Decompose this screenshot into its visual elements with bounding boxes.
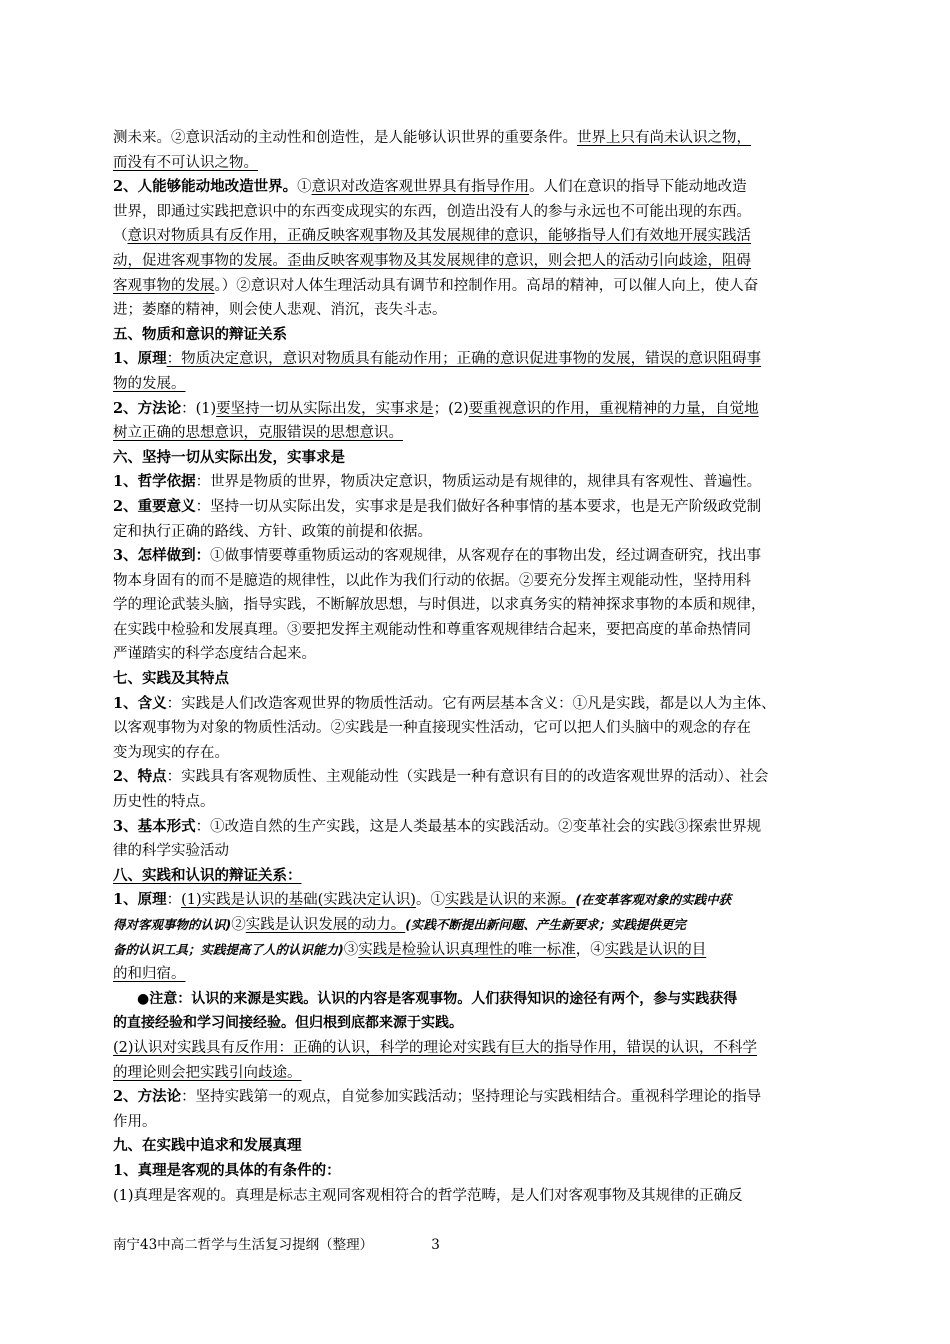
text-line: 1、原理：(1)实践是认识的基础(实践决定认识)。①实践是认识的来源。(在变革客观对象的实践中获	[113, 891, 732, 909]
text-line: 树立正确的思想意识，克服错误的思想意识。	[113, 425, 403, 442]
text-line: 律的科学实验活动	[113, 843, 229, 860]
text-line: （意识对物质具有反作用，正确反映客观事物及其发展规律的意识，能够指导人们有效地开展实践活	[113, 228, 751, 245]
subsection-heading: 1、真理是客观的具体的有条件的：	[113, 1161, 341, 1179]
text-line: 严谨踏实的科学态度结合起来。	[113, 646, 316, 663]
text-line: 进；萎靡的精神，则会使人悲观、消沉，丧失斗志。	[113, 302, 447, 319]
text-line: 的理论则会把实践引向歧途。	[113, 1064, 302, 1081]
page-footer	[113, 1235, 440, 1255]
text-line: 历史性的特点。	[113, 794, 215, 811]
text-line: 而没有不可认识之物。	[113, 154, 258, 171]
text-line: 变为现实的存在。	[113, 744, 229, 761]
page-number: 3	[431, 1237, 440, 1253]
document-body	[113, 126, 838, 1208]
text-line: 客观事物的发展。）②意识对人体生理活动具有调节和控制作用。高昂的精神，可以催人向上，使人奋	[113, 277, 759, 294]
text-line: 3、基本形式：①改造自然的生产实践，这是人类最基本的实践活动。②变革社会的实践③探索世界规	[113, 817, 762, 835]
text-line: (1)真理是客观的。真理是标志主观同客观相符合的哲学范畴，是人们对客观事物及其规律的正确反	[113, 1187, 743, 1204]
text-line: 得对客观事物的认识)②实践是认识发展的动力。(实践不断提出新问题、产生新要求；实践提供更完	[113, 917, 686, 933]
text-line: 定和执行正确的路线、方针、政策的前提和依据。	[113, 523, 432, 540]
text-line: 1、原理：物质决定意识，意识对物质具有能动作用；正确的意识促进事物的发展，错误的意识阻碍事	[113, 350, 762, 368]
text-line: 的和归宿。	[113, 966, 186, 983]
text-line: 学的理论武装头脑，指导实践，不断解放思想，与时俱进，以求真务实的精神探求事物的本质和规律，	[113, 597, 766, 614]
text-line: 测未来。②意识活动的主动性和创造性，是人能够认识世界的重要条件。世界上只有尚未认识之物，	[113, 130, 751, 146]
text-line: 2、人能够能动地改造世界。①意识对改造客观世界具有指导作用。人们在意识的指导下能动地改造	[113, 178, 747, 196]
text-line: 世界，即通过实践把意识中的东西变成现实的东西，创造出没有人的参与永远也不可能出现的东西。	[113, 203, 751, 220]
text-line: 1、含义：实践是人们改造客观世界的物质性活动。它有两层基本含义：①凡是实践，都是以人为主体、	[113, 694, 776, 712]
text-line: 3、怎样做到：①做事情要尊重物质运动的客观规律，从客观存在的事物出发，经过调查研究，找出事	[113, 547, 762, 565]
section-heading: 八、实践和认识的辩证关系：	[113, 866, 302, 884]
note-line: ●注意：认识的来源是实践。认识的内容是客观事物。人们获得知识的途径有两个，参与实践获得	[137, 990, 738, 1007]
section-heading: 六、坚持一切从实际出发，实事求是	[113, 448, 345, 466]
text-line: 2、特点：实践具有客观物质性、主观能动性（实践是一种有意识有目的的改造客观世界的活动）、社会	[113, 768, 769, 786]
note-line: 的直接经验和学习间接经验。但归根到底都来源于实践。	[113, 1015, 463, 1032]
footer-title: 南宁43中高二哲学与生活复习提纲（整理）	[113, 1237, 374, 1253]
section-heading: 九、在实践中追求和发展真理	[113, 1137, 302, 1155]
text-line: 在实践中检验和发展真理。③要把发挥主观能动性和尊重客观规律结合起来，要把高度的革命热情同	[113, 621, 751, 638]
section-heading: 七、实践及其特点	[113, 670, 229, 688]
text-line: 作用。	[113, 1113, 157, 1130]
text-line: 1、哲学依据：世界是物质的世界，物质决定意识，物质运动是有规律的，规律具有客观性、普遍性。	[113, 473, 762, 491]
text-line: 2、方法论：坚持实践第一的观点，自觉参加实践活动；坚持理论与实践相结合。重视科学理论的指导	[113, 1088, 762, 1106]
text-line: 动，促进客观事物的发展。歪曲反映客观事物及其发展规律的意识，则会把人的活动引向歧途，阻碍	[113, 252, 751, 269]
text-line: (2)认识对实践具有反作用：正确的认识，科学的理论对实践有巨大的指导作用，错误的认识，不科学	[113, 1039, 758, 1056]
text-line: 备的认识工具；实践提高了人的认识能力)③实践是检验认识真理性的唯一标准，④实践是认识的目	[113, 941, 707, 958]
text-line: 以客观事物为对象的物质性活动。②实践是一种直接现实性活动，它可以把人们头脑中的观念的存在	[113, 720, 751, 737]
text-line: 物本身固有的而不是臆造的规律性，以此作为我们行动的依据。②要充分发挥主观能动性，坚持用科	[113, 572, 751, 589]
text-line: 物的发展。	[113, 375, 186, 392]
text-line: 2、重要意义：坚持一切从实际出发，实事求是是我们做好各种事情的基本要求，也是无产阶级政党制	[113, 497, 762, 515]
text-line: 2、方法论：(1)要坚持一切从实际出发，实事求是；(2)要重视意识的作用，重视精神的力量，自觉地	[113, 399, 759, 417]
section-heading: 五、物质和意识的辩证关系	[113, 325, 287, 343]
